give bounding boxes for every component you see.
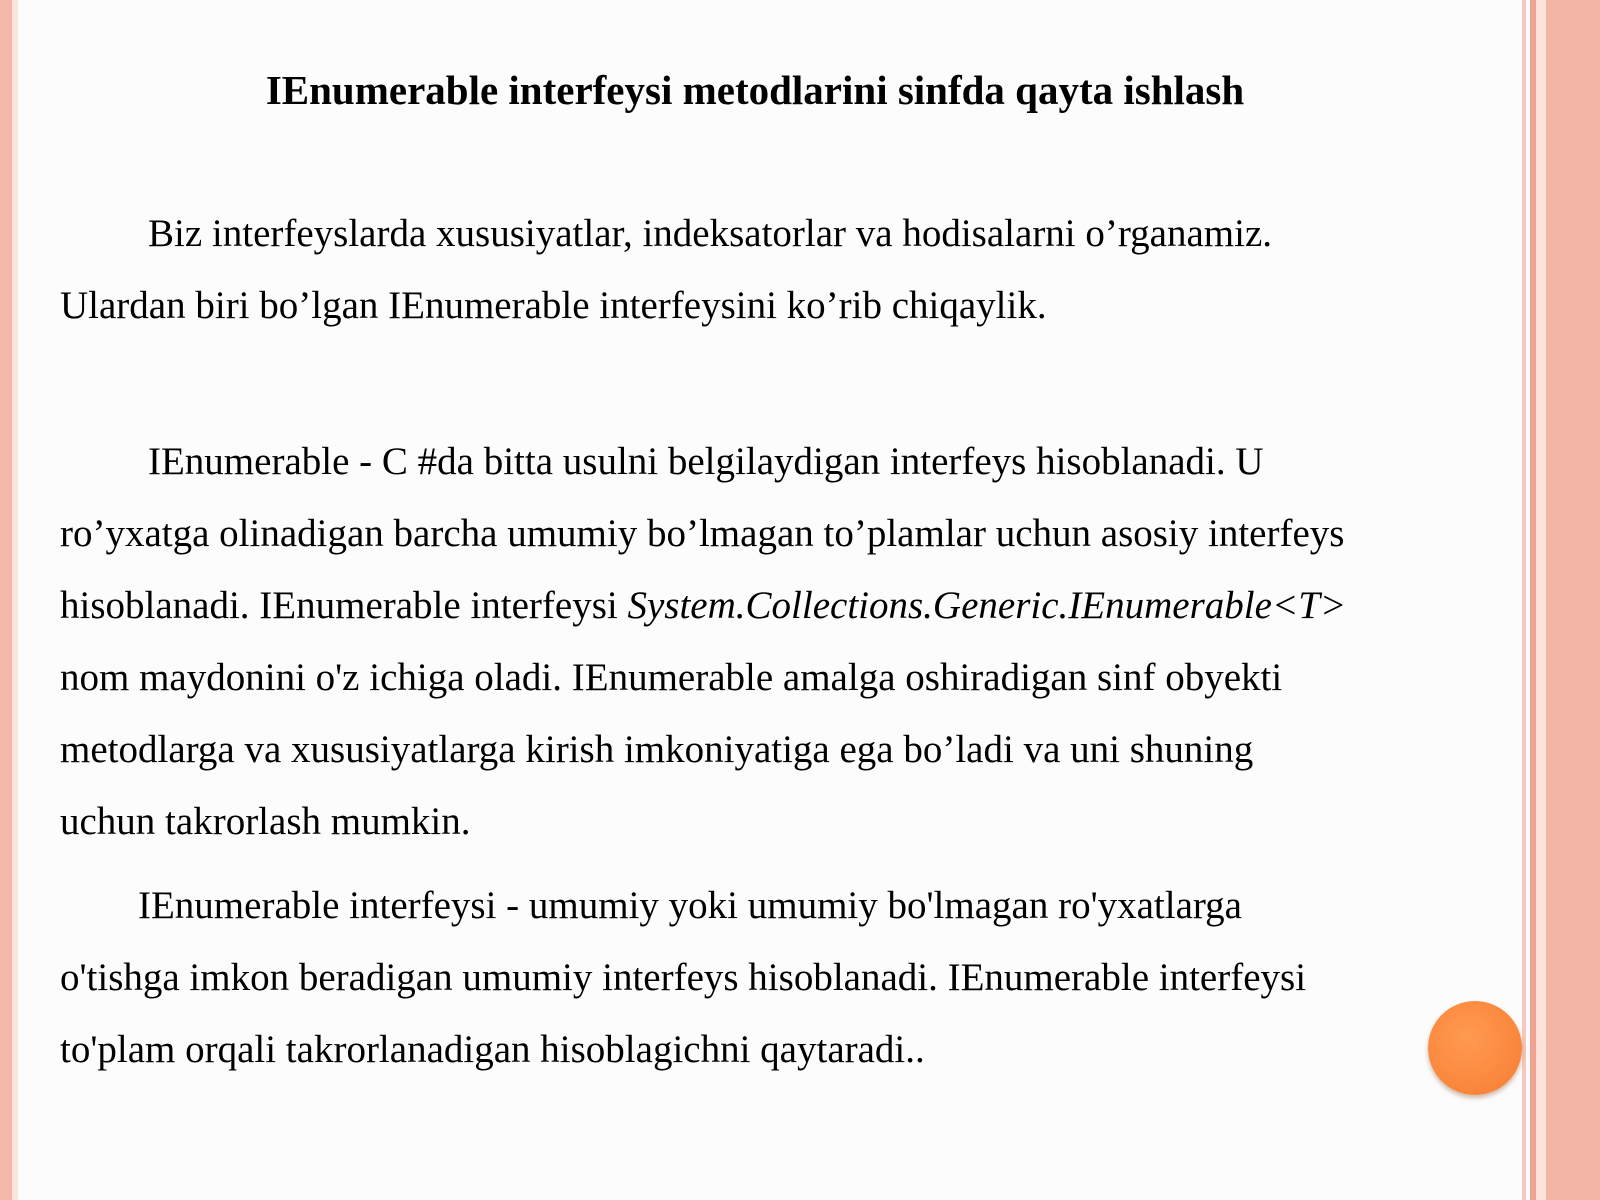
orange-circle-decoration (1428, 1001, 1522, 1095)
left-border-band (0, 0, 12, 1200)
paragraph-line: Ulardan biri bo’lgan IEnumerable interfeysini ko’rib chiqaylik. (60, 284, 1047, 327)
paragraph-intro (60, 198, 1540, 342)
paragraph-line: o'tishga imkon beradigan umumiy interfeys hisoblanadi. IEnumerable interfeysi (60, 956, 1307, 999)
right-border-band (1546, 0, 1600, 1200)
paragraph-line: metodlarga va xususiyatlarga kirish imkoniyatiga ega bo’ladi va uni shuning (60, 728, 1254, 771)
paragraph-summary (60, 870, 1540, 1086)
paragraph-line-prefix: hisoblanadi. IEnumerable interfeysi (60, 584, 628, 627)
paragraph-line: IEnumerable - C #da bitta usulni belgilaydigan interfeys hisoblanadi. U (148, 440, 1264, 483)
paragraph-line (60, 570, 1540, 642)
slide-title: IEnumerable interfeysi metodlarini sinfda qayta ishlash (265, 67, 1245, 113)
paragraph-line: IEnumerable interfeysi - umumiy yoki umumiy bo'lmagan ro'yxatlarga (138, 884, 1242, 927)
paragraph-definition (60, 426, 1540, 858)
paragraph-line: to'plam orqali takrorlanadigan hisoblagichni qaytaradi.. (60, 1028, 925, 1071)
paragraph-line: nom maydonini o'z ichiga oladi. IEnumerable amalga oshiradigan sinf obyekti (60, 656, 1283, 699)
paragraph-line: Biz interfeyslarda xususiyatlar, indeksatorlar va hodisalarni o’rganamiz. (148, 212, 1273, 255)
namespace-reference: System.Collections.Generic.IEnumerable<T> (627, 584, 1347, 627)
paragraph-line: uchun takrorlash mumkin. (60, 800, 471, 843)
paragraph-line: ro’yxatga olinadigan barcha umumiy bo’lmagan to’plamlar uchun asosiy interfeys (60, 512, 1345, 555)
